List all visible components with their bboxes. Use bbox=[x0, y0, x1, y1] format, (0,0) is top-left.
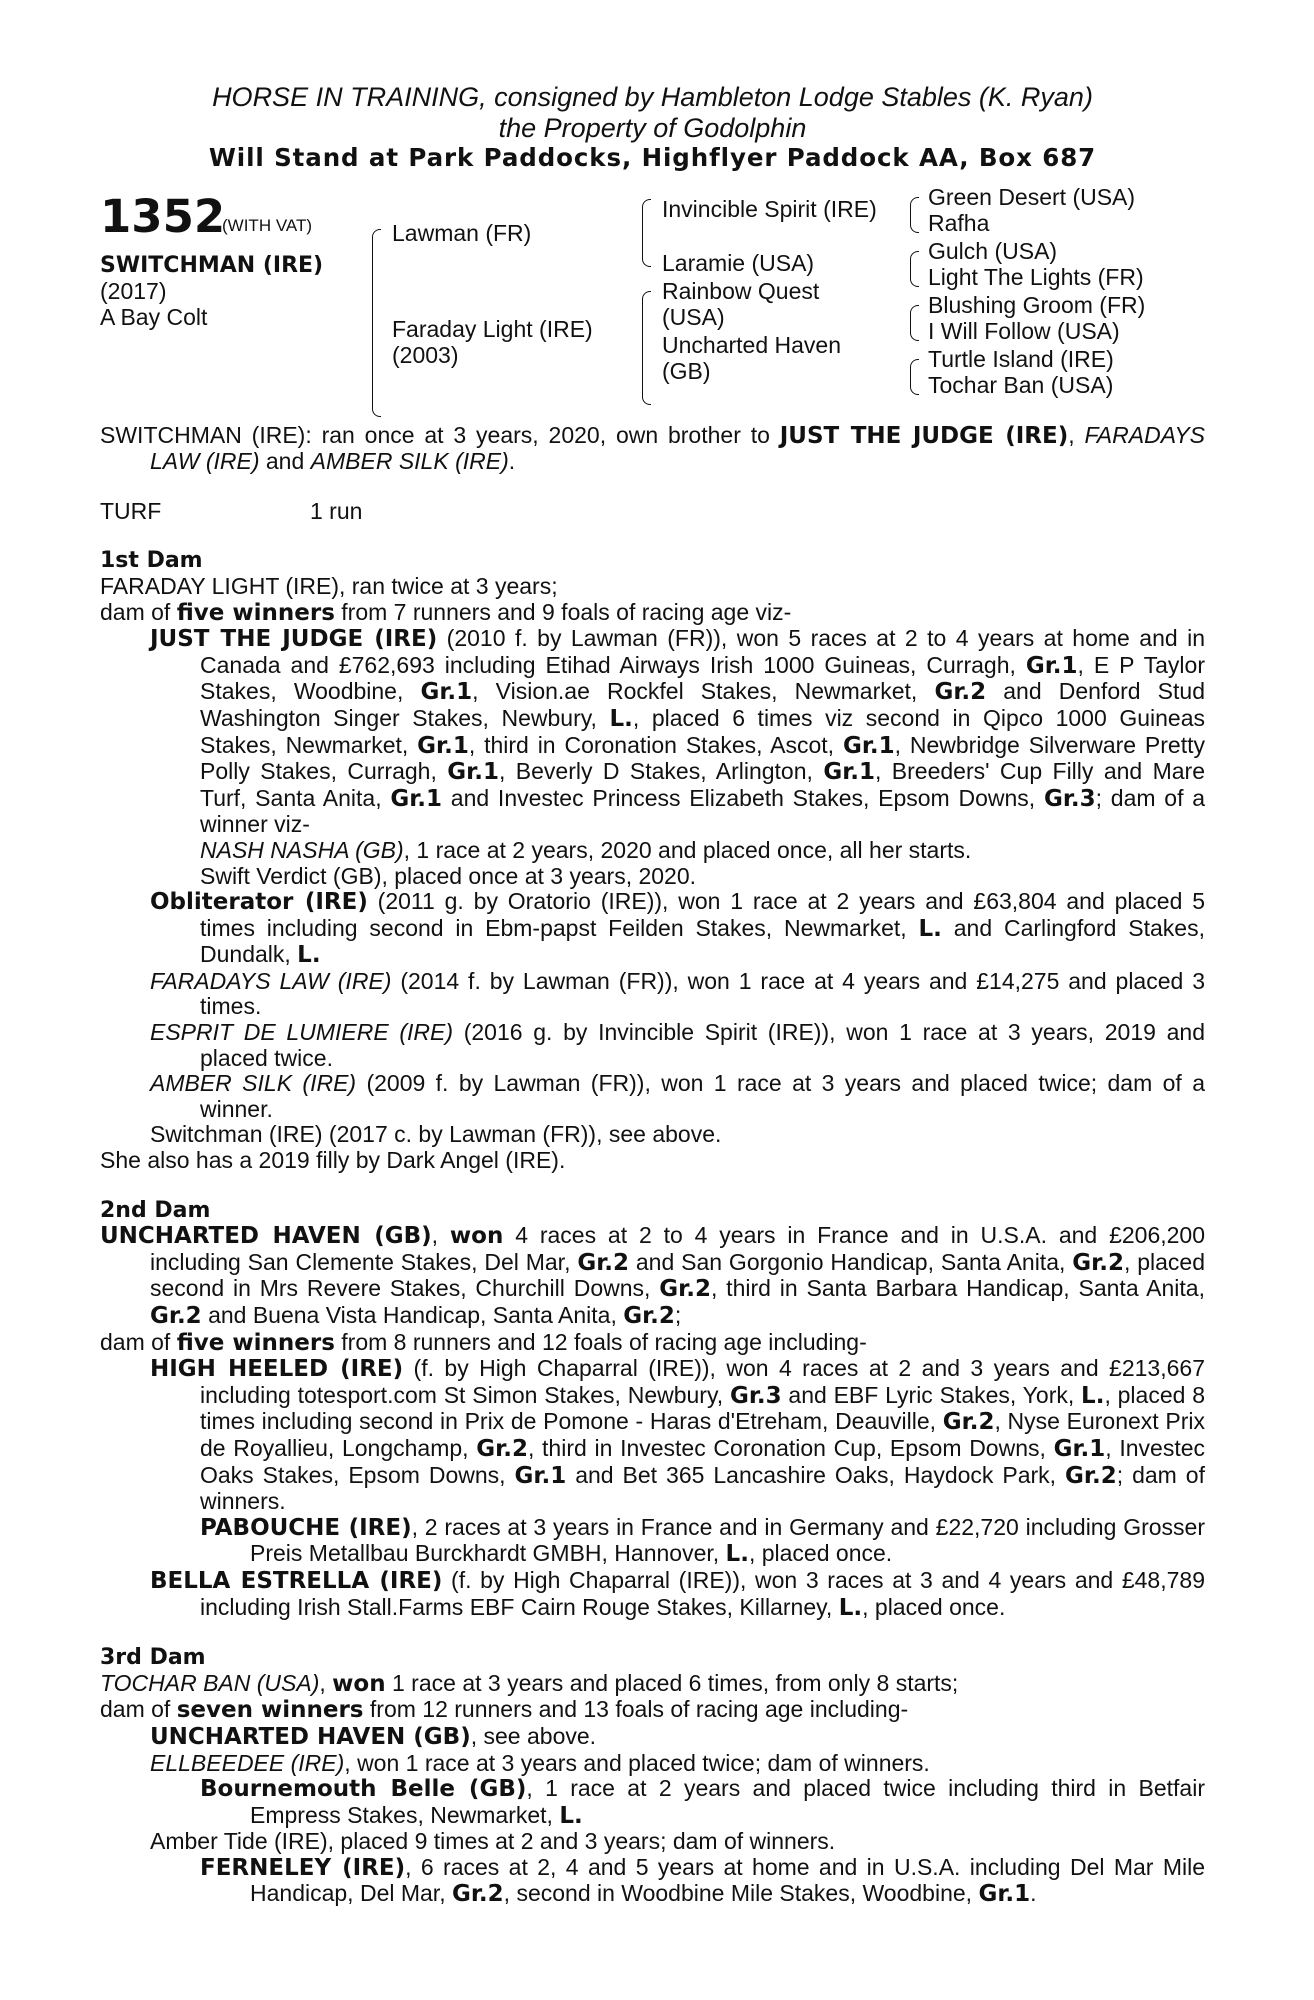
brace-sire-parents bbox=[642, 199, 651, 267]
produce-bella-estrella: BELLA ESTRELLA (IRE) (f. by High Chaparral (IRE)), won 3 races at 3 and 4 years and £48,789 including Irish Stall.Farms EBF Cairn Rouge Stakes, Killarney, L., placed once. bbox=[150, 1566, 1205, 1621]
dam-dam-country: (GB) bbox=[662, 357, 711, 384]
sire: Lawman (FR) bbox=[392, 219, 532, 246]
grandsire-7: Turtle Island (IRE) bbox=[928, 345, 1114, 372]
produce-faradays-law: FARADAYS LAW (IRE) (2014 f. by Lawman (FR)), won 1 race at 4 years and £14,275 and placed 3 times. bbox=[150, 967, 1205, 1020]
horse-description: A Bay Colt bbox=[100, 303, 208, 330]
produce-ellbeedee: ELLBEEDEE (IRE), won 1 race at 3 years and placed twice; dam of winners. bbox=[150, 1749, 930, 1776]
produce-ferneley: FERNELEY (IRE), 6 races at 2, 4 and 5 years at home and in U.S.A. including Del Mar Mile Handicap, Del Mar, Gr.2, second in Woodbine Mile Stakes, Woodbine, Gr.1. bbox=[200, 1853, 1205, 1908]
grandsire-5: Blushing Groom (FR) bbox=[928, 291, 1146, 318]
pedigree-block bbox=[100, 183, 1205, 417]
property-line: the Property of Godolphin bbox=[498, 113, 807, 143]
first-dam-section bbox=[100, 548, 1205, 1173]
second-dam-section bbox=[100, 1198, 1205, 1622]
produce-uncharted-haven: UNCHARTED HAVEN (GB), see above. bbox=[150, 1722, 597, 1750]
first-dam-line: FARADAY LIGHT (IRE), ran twice at 3 years; bbox=[100, 572, 558, 599]
vat-label: (WITH VAT) bbox=[222, 215, 313, 235]
brace-sire-dam bbox=[372, 229, 381, 417]
dam-sire: Rainbow Quest bbox=[662, 277, 820, 304]
produce-high-heeled: HIGH HEELED (IRE) (f. by High Chaparral (IRE)), won 4 races at 2 and 3 years and £213,667 including totesport.com St Simon Stakes, Newbury, Gr.3 and EBF Lyric Stakes, York, L., placed 8 times including second in Prix de Pomone - Haras d'Etreham, Deauville, Gr.2, Nyse Euronext Prix de Royallieu, Longchamp, Gr.2, third in Investec Coronation Cup, Epsom Downs, Gr.1, Investec Oaks Stakes, Epsom Downs, Gr.1 and Bet 365 Lancashire Oaks, Haydock Park, Gr.2; dam of winners. bbox=[150, 1355, 1206, 1515]
produce-just-the-judge: JUST THE JUDGE (IRE) (2010 f. by Lawman (FR)), won 5 races at 2 to 4 years at home and in Canada and £762,693 including Etihad Airways Irish 1000 Guineas, Curragh, Gr.1, E P Taylor Stakes, Woodbine, Gr.1, Vision.ae Rockfel Stakes, Newmarket, Gr.2 and Denford Stud Washington Singer Stakes, Newbury, L., placed 6 times viz second in Qipco 1000 Guineas Stakes, Newmarket, Gr.1, third in Coronation Stakes, Ascot, Gr.1, Newbridge Silverware Pretty Polly Stakes, Curragh, Gr.1, Beverly D Stakes, Arlington, Gr.1, Breeders' Cup Filly and Mare Turf, Santa Anita, Gr.1 and Investec Princess Elizabeth Stakes, Epsom Downs, Gr.3; dam of a winner viz- bbox=[150, 625, 1206, 838]
location-line: Will Stand at Park Paddocks, Highflyer Paddock AA, Box 687 bbox=[208, 143, 1097, 172]
produce-obliterator: Obliterator (IRE) (2011 g. by Oratorio (IRE)), won 1 race at 2 years and £63,804 and placed 5 times including second in Ebm-papst Feilden Stakes, Newmarket, L. and Carlingford Stakes, Dundalk, L. bbox=[150, 888, 1205, 969]
sire-sire: Invincible Spirit (IRE) bbox=[662, 195, 877, 222]
turf-value: 1 run bbox=[310, 497, 363, 524]
turf-label: TURF bbox=[100, 497, 162, 524]
brace-g1 bbox=[910, 197, 919, 233]
third-dam-record: TOCHAR BAN (USA), won 1 race at 3 years and placed 6 times, from only 8 starts; bbox=[100, 1669, 959, 1697]
third-dam-heading: 3rd Dam bbox=[100, 1645, 206, 1671]
summary-paragraph: SWITCHMAN (IRE): ran once at 3 years, 2020, own brother to JUST THE JUDGE (IRE), FARADAYS LAW (IRE) and AMBER SILK (IRE). bbox=[100, 421, 1206, 475]
grandsire-4: Light The Lights (FR) bbox=[928, 263, 1144, 290]
third-dam-produce: dam of seven winners from 12 runners and 13 foals of racing age including- bbox=[100, 1696, 909, 1724]
produce-pabouche: PABOUCHE (IRE), 2 races at 3 years in France and in Germany and £22,720 including Grosser Preis Metallbau Burckhardt GMBH, Hannover, L., placed once. bbox=[200, 1513, 1205, 1568]
second-dam-heading: 2nd Dam bbox=[100, 1197, 211, 1223]
dam-sire-country: (USA) bbox=[662, 303, 725, 330]
catalogue-page bbox=[100, 82, 1205, 1908]
third-dam-section bbox=[100, 1645, 1205, 1908]
produce-amber-silk: AMBER SILK (IRE) (2009 f. by Lawman (FR)), won 1 race at 3 years and placed twice; dam of a winner. bbox=[150, 1070, 1205, 1122]
brace-g4 bbox=[910, 359, 919, 395]
produce-swift-verdict: Swift Verdict (GB), placed once at 3 years, 2020. bbox=[200, 862, 697, 889]
produce-nash-nasha: NASH NASHA (GB), 1 race at 2 years, 2020 and placed once, all her starts. bbox=[200, 836, 972, 863]
dam-year: (2003) bbox=[392, 341, 459, 368]
foaling-year: (2017) bbox=[100, 277, 167, 304]
brace-g3 bbox=[910, 305, 919, 341]
consignor-line: HORSE IN TRAINING, consigned by Hambleton Lodge Stables (K. Ryan) bbox=[212, 82, 1093, 112]
grandsire-8: Tochar Ban (USA) bbox=[928, 371, 1114, 398]
horse-name: SWITCHMAN (IRE) bbox=[100, 252, 324, 278]
produce-amber-tide: Amber Tide (IRE), placed 9 times at 2 and 3 years; dam of winners. bbox=[150, 1828, 836, 1855]
second-dam-record: UNCHARTED HAVEN (GB), won 4 races at 2 to 4 years in France and in U.S.A. and £206,200 including San Clemente Stakes, Del Mar, Gr.2 and San Gorgonio Handicap, Santa Anita, Gr.2, placed second in Mrs Revere Stakes, Churchill Downs, Gr.2, third in Santa Barbara Handicap, Santa Anita, Gr.2 and Buena Vista Handicap, Santa Anita, Gr.2; bbox=[100, 1222, 1206, 1329]
produce-switchman: Switchman (IRE) (2017 c. by Lawman (FR)), see above. bbox=[150, 1121, 722, 1148]
first-dam-note: She also has a 2019 filly by Dark Angel (IRE). bbox=[100, 1147, 566, 1174]
turf-record bbox=[100, 499, 1205, 525]
second-dam-produce: dam of five winners from 8 runners and 12 foals of racing age including- bbox=[100, 1328, 867, 1356]
grandsire-6: I Will Follow (USA) bbox=[928, 317, 1120, 344]
produce-esprit-de-lumiere: ESPRIT DE LUMIERE (IRE) (2016 g. by Invincible Spirit (IRE)), won 1 race at 3 years, 2019 and placed twice. bbox=[150, 1019, 1205, 1071]
lot-number: 1352 bbox=[100, 189, 226, 243]
first-dam-heading: 1st Dam bbox=[100, 548, 203, 574]
grandsire-2: Rafha bbox=[928, 209, 990, 236]
sire-dam: Laramie (USA) bbox=[662, 249, 815, 276]
dam-dam: Uncharted Haven bbox=[662, 331, 841, 358]
grandsire-3: Gulch (USA) bbox=[928, 237, 1058, 264]
produce-bournemouth-belle: Bournemouth Belle (GB), 1 race at 2 years and placed twice including third in Betfair Empress Stakes, Newmarket, L. bbox=[200, 1775, 1205, 1829]
first-dam-produce: dam of five winners from 7 runners and 9 foals of racing age viz- bbox=[100, 598, 792, 626]
dam: Faraday Light (IRE) bbox=[392, 315, 593, 342]
brace-dam-parents bbox=[642, 291, 651, 405]
grandsire-1: Green Desert (USA) bbox=[928, 183, 1136, 210]
brace-g2 bbox=[910, 251, 919, 287]
